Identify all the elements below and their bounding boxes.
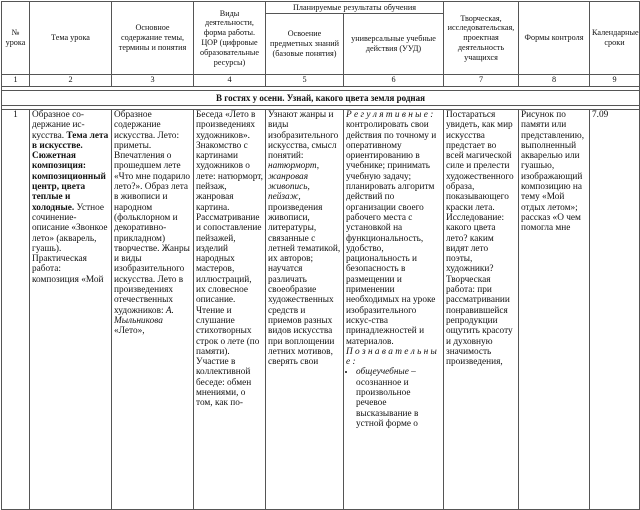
header-activity: Виды деятельности, форма работы. ЦОР (цифровые образовательные ресурсы) (194, 2, 266, 75)
column-number-row (2, 75, 640, 87)
list-item: • общеучебные – осознанное и произвольное речевое высказывание в устной форме о (356, 367, 441, 429)
header-creative: Творческая, исследовательская, проектная деятельность учащихся (444, 2, 519, 75)
subject-knowledge: Узнают жанры и виды изобразительного искусства, смысл понятий: натюрморт, жанровая живопись, пейзаж, произведения живописи, литературы, связанные с летней тематикой, их авторов; научатся различать своеобразие художественных средств и приемов разных видов искусства при воплощении летних мотивов, сверять свои (266, 110, 344, 510)
header-topic: Тема урока (30, 2, 112, 75)
control-forms: Рисунок по памяти или представлению, выполненный акварелью или гуашью, изображающий композицию на тему «Мой отдых летом»; рассказ «О чем помогла мне (519, 110, 590, 510)
header-uud: универсальные учебные действия (УУД) (344, 14, 444, 75)
header-control: Формы контроля (519, 2, 590, 75)
column-number: 6 (344, 75, 444, 87)
header-lesson-number: № урока (2, 2, 30, 75)
table-row (2, 110, 640, 510)
column-number: 8 (519, 75, 590, 87)
lesson-number: 1 (2, 110, 30, 510)
column-number: 4 (194, 75, 266, 87)
column-number: 2 (30, 75, 112, 87)
header-content: Основное содержание темы, термины и понятия (112, 2, 194, 75)
column-number: 3 (112, 75, 194, 87)
column-number: 9 (590, 75, 640, 87)
lesson-activity: Беседа «Лето в произведениях художников». Знакомство с картинами художников о лете: натюрморт, пейзаж, жанровая картина. Рассматривание и сопоставление пейзажей, изделий народных мастеров, иллюстраций, их словесное описание. Чтение и слушание стихотворных строк о лете (по памяти). Участие в коллективной беседе: обмен мнениями, о том, как по- (194, 110, 266, 510)
lesson-topic: Образное со-держание ис-кусства. Тема лета в искусстве. Сюжетная композиция: композиционный центр, цвета теплые и холодные. Устное сочинение-описание «Звонкое лето» (акварель, гуашь). Практическая работа: композиция «Мой (30, 110, 112, 510)
lesson-content: Образное содержание искусства. Лето: приметы. Впечатления о прошедшем лете «Что мне подарило лето?». Образ лета в живописи и народном (фольклорном и декоративно-прикладном) творчестве. Жанры и виды изобразительного искусства. Лето в произведениях отечественных художников: А. Мыльникова «Лето», (112, 110, 194, 510)
column-number: 1 (2, 75, 30, 87)
header-dates: Календарные сроки (590, 2, 640, 75)
lesson-plan-table (1, 1, 640, 510)
column-number: 5 (266, 75, 344, 87)
header-planned-results: Планируемые результаты обучения (266, 2, 444, 14)
header-subject-knowledge: Освоение предметных знаний (базовые понятия) (266, 14, 344, 75)
calendar-date: 7.09 (590, 110, 640, 510)
section-title: В гостях у осени. Узнай, какого цвета земля родная (2, 91, 640, 106)
creative-activity: Постараться увидеть, как мир искусства предстает во всей магической силе и прелести художественного образа, показывающего краски лета. Исследование: какого цвета лето? каким видят лето поэты, художники? Творческая работа: при рассматривании понравившейся репродукции ощутить красоту и духовную значимость произведения, (444, 110, 519, 510)
uud-results: Р е г у л я т и в н ы е : контролировать свои действия по точному и оперативному ориентированию в учебнике; принимать учебную задачу; планировать алгоритм действий по организации своего рабочего места с установкой на функциональность, удобство, рациональность и безопасность в размещении и применении необходимых на уроке изобразительного искус-ства принадлежностей и материалов. П о з н а в а т е л ь н ы е : • общеучебные – осознанное и произвольное речевое высказывание в устной форме о (344, 110, 444, 510)
column-number: 7 (444, 75, 519, 87)
